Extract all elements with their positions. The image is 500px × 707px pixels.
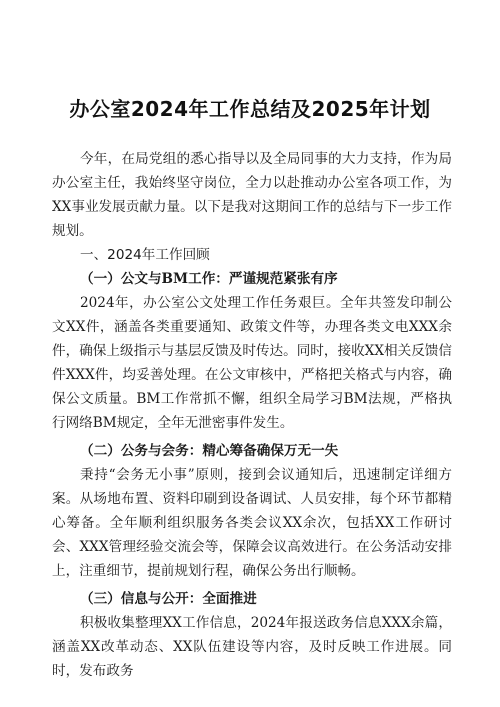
intro-paragraph: 今年，在局党组的悉心指导以及全局同事的大力支持，作为局办公室主任，我始终坚守岗位，全力以赴推动办公室各项工作，为XX事业发展贡献力量。以下是我对这期间工作的总结与下一步工作规划。 [52, 151, 452, 239]
section-heading-review: 一、2024年工作回顾 [80, 247, 210, 263]
subsection-heading-documents: （一）公文与BM工作：严谨规范紧张有序 [80, 271, 338, 287]
subsection-heading-meetings: （二）公务与会务：精心筹备确保万无一失 [80, 443, 339, 459]
document-title: 办公室2024年工作总结及2025年计划 [69, 97, 431, 121]
subsection-body-information: 积极收集整理XX工作信息，2024年报送政务信息XXX余篇，涵盖XX改革动态、XX队伍建设等内容，及时反映工作进展。同时，发布政务 [52, 615, 452, 679]
subsection-heading-information: （三）信息与公开：全面推进 [80, 591, 257, 607]
subsection-body-meetings: 秉持“会务无小事”原则，接到会议通知后，迅速制定详细方案。从场地布置、资料印刷到设备调试、人员安排，每个环节都精心筹备。全年顺利组织服务各类会议XX余次，包括XX工作研讨会、XXX管理经验交流会等，保障会议高效进行。在公务活动安排上，注重细节，提前规划行程，确保公务出行顺畅。 [52, 467, 452, 579]
subsection-body-documents: 2024年，办公室公文处理工作任务艰巨。全年共签发印制公文XX件，涵盖各类重要通知、政策文件等，办理各类文电XXX余件，确保上级指示与基层反馈及时传达。同时，接收XX相关反馈信件XXX件，均妥善处理。在公文审核中，严格把关格式与内容，确保公文质量。BM工作常抓不懈，组织全局学习BM法规，严格执行网络BM规定，全年无泄密事件发生。 [52, 295, 452, 431]
document-body [52, 147, 452, 683]
